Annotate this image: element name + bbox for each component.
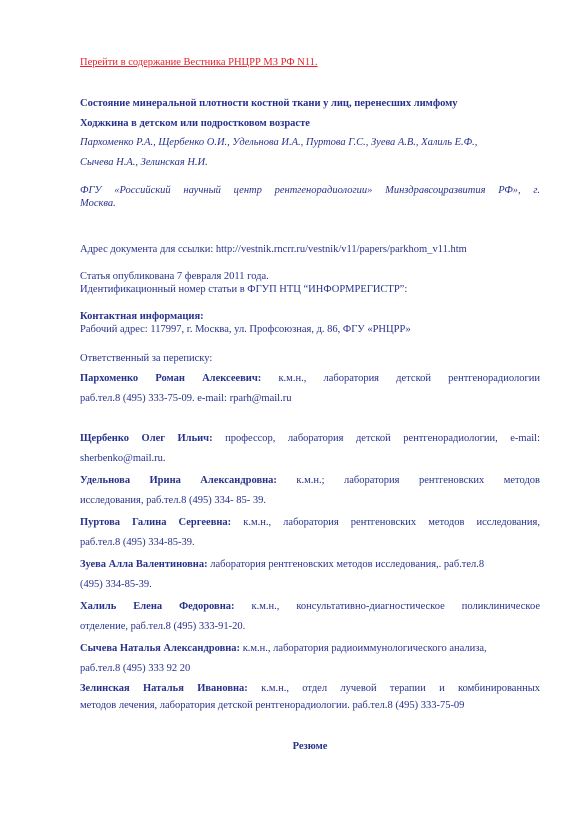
- affiliation-line-1: ФГУ «Российский научный центр рентгенорадиологии» Минздравсоцразвития РФ», г.: [80, 185, 540, 196]
- person-details: к.м.н., лаборатория детской рентгенорадиологии: [261, 373, 541, 384]
- person-entry-0-line-1: [80, 372, 540, 385]
- identification-number: Идентификационный номер статьи в ФГУП НТЦ “ИНФОРМРЕГИСТР”:: [80, 284, 408, 295]
- contents-link[interactable]: [80, 56, 540, 69]
- person-name: Пархоменко Роман Алексеевич:: [80, 373, 262, 384]
- person-details: лаборатория рентгеновских методов исследования,. раб.тел.8: [207, 559, 485, 570]
- authors-line-1: Пархоменко Р.А., Щербенко О.И., Удельнова И.А., Пуртова Г.С., Зуева А.В., Халиль Е.Ф.,: [80, 137, 478, 148]
- person-name: Щербенко Олег Ильич:: [80, 433, 213, 444]
- person-name: Зуева Алла Валентиновна:: [80, 559, 208, 570]
- person-details: к.м.н.; лаборатория рентгеновских методов: [276, 475, 540, 486]
- affiliation-line-2: Москва.: [80, 198, 116, 209]
- document-address: Адрес документа для ссылки: http://vestnik.rncrr.ru/vestnik/v11/papers/parkhom_v11.htm: [80, 244, 467, 255]
- contents-link-text[interactable]: Перейти в содержание Вестника РНЦРР МЗ РФ N11.: [80, 57, 318, 68]
- person-contact: (495) 334-85-39.: [80, 579, 152, 590]
- person-contact: исследования, раб.тел.8 (495) 334- 85- 39.: [80, 495, 266, 506]
- person-entry-2-line-1: [80, 474, 540, 487]
- contact-address: Рабочий адрес: 117997, г. Москва, ул. Профсоюзная, д. 86, ФГУ «РНЦРР»: [80, 324, 411, 335]
- person-name: Сычева Наталья Александровна:: [80, 643, 241, 654]
- person-entry-4-line-1: [80, 558, 540, 571]
- person-entry-6-line-1: [80, 642, 540, 655]
- person-contact: отделение, раб.тел.8 (495) 333-91-20.: [80, 621, 246, 632]
- person-entry-3-line-2: [80, 536, 540, 549]
- person-name: Пуртова Галина Сергеевна:: [80, 517, 232, 528]
- person-details: к.м.н., консультативно-диагностическое поликлиническое: [234, 601, 540, 612]
- person-entry-5-line-2: [80, 620, 540, 633]
- published-date: Статья опубликована 7 февраля 2011 года.: [80, 271, 269, 282]
- person-details: к.м.н., отдел лучевой терапии и комбинированных: [247, 683, 540, 694]
- person-contact: методов лечения, лаборатория детской рентгенорадиологии. раб.тел.8 (495) 333-75-09: [80, 700, 465, 711]
- person-details: профессор, лаборатория детской рентгенорадиологии, e-mail:: [212, 433, 540, 444]
- person-details: к.м.н., лаборатория рентгеновских методов исследования,: [231, 517, 540, 528]
- person-contact: sherbenko@mail.ru.: [80, 453, 166, 464]
- authors-line-2: Сычева Н.А., Зелинская Н.И.: [80, 157, 208, 168]
- person-entry-2-line-2: [80, 494, 540, 507]
- person-entry-3-line-1: [80, 516, 540, 529]
- person-entry-0-line-2: [80, 392, 540, 405]
- person-contact: раб.тел.8 (495) 334-85-39.: [80, 537, 195, 548]
- person-details: к.м.н., лаборатория радиоиммунологического анализа,: [240, 643, 487, 654]
- person-entry-5-line-1: [80, 600, 540, 613]
- person-entry-1-line-1: [80, 432, 540, 445]
- contact-heading: Контактная информация:: [80, 311, 204, 322]
- summary-heading: Резюме: [292, 741, 328, 752]
- person-entry-7-line-1: [80, 682, 540, 695]
- article-title-line-2: Ходжкина в детском или подростковом возрасте: [80, 118, 310, 129]
- person-name: Халиль Елена Федоровна:: [80, 601, 235, 612]
- person-entry-6-line-2: [80, 662, 540, 675]
- responsible-label: Ответственный за переписку:: [80, 353, 213, 364]
- person-name: Удельнова Ирина Александровна:: [80, 475, 277, 486]
- person-entry-7-line-2: [80, 699, 540, 712]
- person-entry-1-line-2: [80, 452, 540, 465]
- person-entry-4-line-2: [80, 578, 540, 591]
- person-name: Зелинская Наталья Ивановна:: [80, 683, 248, 694]
- article-title-line-1: Состояние минеральной плотности костной ткани у лиц, перенесших лимфому: [80, 98, 458, 109]
- person-contact: раб.тел.8 (495) 333-75-09. e-mail: rparh@mail.ru: [80, 393, 292, 404]
- person-contact: раб.тел.8 (495) 333 92 20: [80, 663, 191, 674]
